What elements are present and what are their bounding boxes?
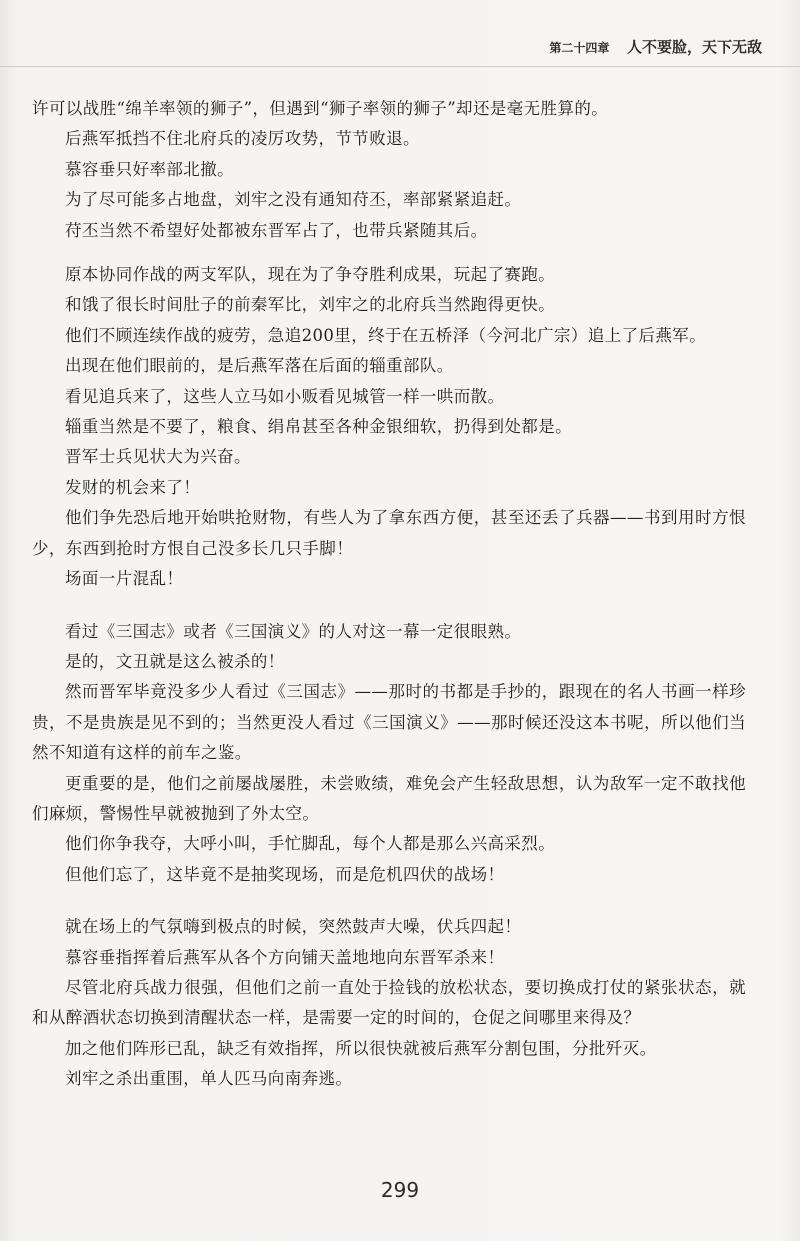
paragraph: 看见追兵来了，这些人立马如小贩看见城管一样一哄而散。: [65, 386, 505, 406]
chapter-title: 人不要脸，天下无敌: [626, 38, 762, 56]
paragraph: 尽管北府兵战力很强，但他们之前一直处于捡钱的放松状态，要切换成打仗的紧张状态，就和从醉酒状态切换到清醒状态一样，是需要一定的时间的，仓促之间哪里来得及？: [32, 977, 746, 1028]
paragraph: 出现在他们眼前的，是后燕军落在后面的辎重部队。: [65, 356, 454, 376]
section-gap: [32, 246, 746, 260]
paragraph: 慕容垂指挥着后燕军从各个方向铺天盖地地向东晋军杀来！: [65, 947, 505, 967]
page-number: 299: [380, 1178, 420, 1202]
paragraph: 慕容垂只好率部北撤。: [65, 159, 234, 179]
paragraph: 看过《三国志》或者《三国演义》的人对这一幕一定很眼熟。: [65, 621, 522, 641]
paragraph: 他们你争我夺，大呼小叫，手忙脚乱，每个人都是那么兴高采烈。: [65, 834, 556, 854]
paragraph: 但他们忘了，这毕竟不是抽奖现场，而是危机四伏的战场！: [65, 864, 505, 884]
section-gap: [32, 890, 746, 912]
paragraph: 就在场上的气氛嗨到极点的时候，突然鼓声大噪，伏兵四起！: [65, 917, 522, 937]
paragraph: 然而晋军毕竟没多少人看过《三国志》——那时的书都是手抄的，跟现在的名人书画一样珍贵，不是贵族是见不到的；当然更没人看过《三国演义》——那时候还没这本书呢，所以他们当然不知道有这样的前车之鉴。: [32, 682, 746, 763]
paragraph: 原本协同作战的两支军队，现在为了争夺胜利成果，玩起了赛跑。: [65, 265, 556, 285]
chapter-label: 第二十四章: [549, 41, 610, 55]
paragraph: 场面一片混乱！: [65, 569, 184, 589]
body-text: [32, 94, 746, 1095]
header-divider: [0, 66, 800, 67]
paragraph: 加之他们阵形已乱，缺乏有效指挥，所以很快就被后燕军分割包围，分批歼灭。: [65, 1038, 657, 1058]
paragraph: 和饿了很长时间肚子的前秦军比，刘牢之的北府兵当然跑得更快。: [65, 295, 556, 315]
paragraph: 许可以战胜“绵羊率领的狮子”，但遇到“狮子率领的狮子”却还是毫无胜算的。: [32, 99, 609, 118]
running-header: [549, 36, 762, 57]
paragraph: 辎重当然是不要了，粮食、绢帛甚至各种金银细软，扔得到处都是。: [65, 417, 572, 437]
paragraph: 他们不顾连续作战的疲劳，急追200里，终于在五桥泽（今河北广宗）追上了后燕军。: [65, 325, 707, 345]
section-gap: [32, 595, 746, 617]
paragraph: 发财的机会来了！: [65, 477, 201, 497]
paragraph: 更重要的是，他们之前屡战屡胜，未尝败绩，难免会产生轻敌思想，认为敌军一定不敢找他们麻烦，警惕性早就被抛到了外太空。: [32, 773, 746, 823]
paragraph: 苻丕当然不希望好处都被东晋军占了，也带兵紧随其后。: [65, 220, 488, 240]
paragraph: 他们争先恐后地开始哄抢财物，有些人为了拿东西方便，甚至还丢了兵器——书到用时方恨少，东西到抢时方恨自己没多长几只手脚！: [32, 508, 746, 558]
paragraph: 为了尽可能多占地盘，刘牢之没有通知苻丕，率部紧紧追赶。: [65, 190, 522, 210]
paragraph: 刘牢之杀出重围，单人匹马向南奔逃。: [65, 1069, 353, 1089]
paragraph: 晋军士兵见状大为兴奋。: [65, 447, 251, 467]
paragraph: 后燕军抵挡不住北府兵的凌厉攻势，节节败退。: [65, 129, 420, 149]
paragraph: 是的，文丑就是这么被杀的！: [65, 651, 285, 671]
